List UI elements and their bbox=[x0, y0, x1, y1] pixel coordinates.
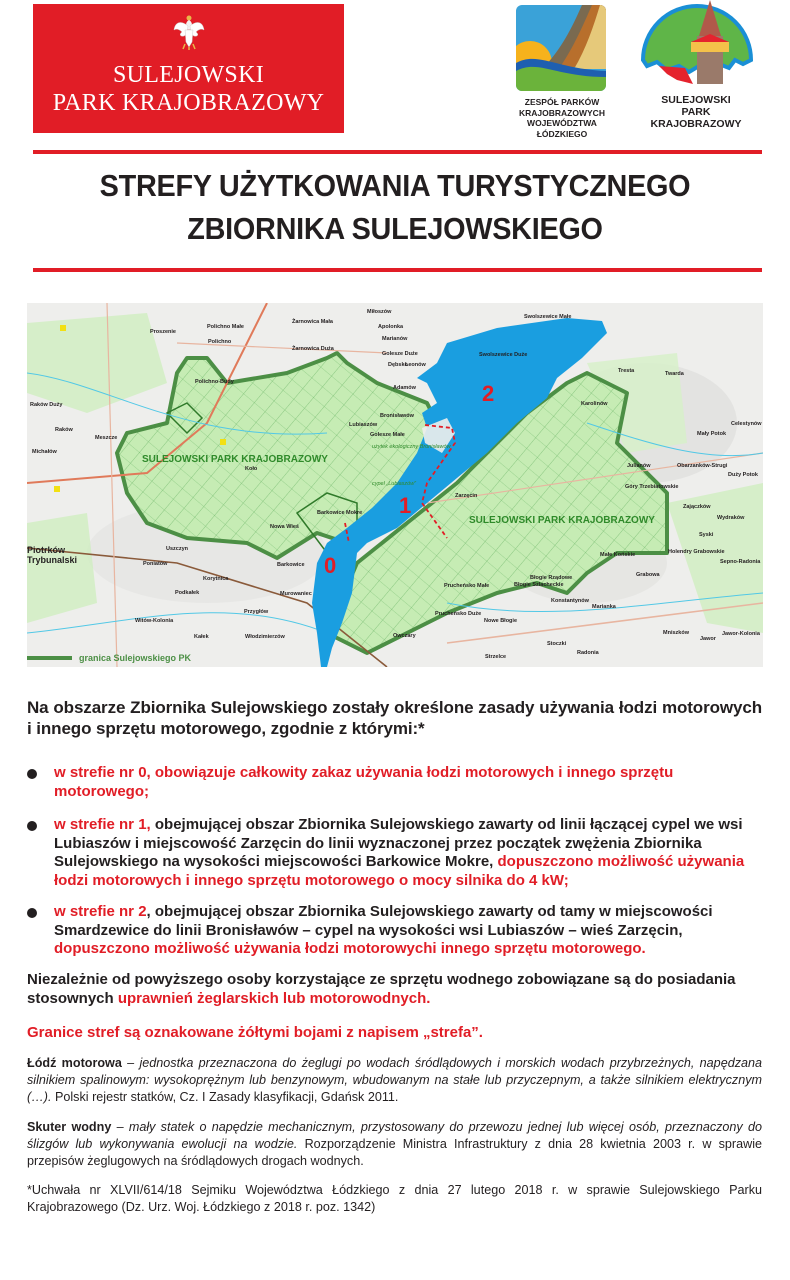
place-label: Zajączków bbox=[683, 504, 711, 510]
licence-highlight: uprawnień żeglarskich lub motorowodnych. bbox=[117, 989, 431, 1007]
place-label: Bronisławów bbox=[380, 413, 414, 419]
banner-line-2: PARK KRAJOBRAZOWY bbox=[52, 90, 325, 116]
place-label: Polichno-Budy bbox=[195, 379, 234, 385]
definition-dash: – bbox=[121, 1056, 140, 1070]
footnote: *Uchwała nr XLVII/614/18 Sejmiku Województwa Łódzkiego z dnia 27 lutego 2018 r. w sprawie Sulejowskiego Parku Krajobrazowego (Dz. Urz. Woj. Łódzkiego z 2018 r. poz. 1342) bbox=[27, 1183, 762, 1214]
place-label: Owczary bbox=[393, 633, 416, 639]
definition-term: Łódź motorowa bbox=[27, 1056, 122, 1070]
licence-paragraph bbox=[27, 971, 762, 1008]
place-label: Miłoszów bbox=[367, 309, 392, 315]
place-label: Barkowice bbox=[277, 562, 305, 568]
definition-dash: – bbox=[111, 1120, 129, 1134]
place-label: Kałek bbox=[194, 634, 209, 640]
zone-2-text bbox=[54, 903, 762, 959]
legend-label: granica Sulejowskiego PK bbox=[79, 653, 192, 663]
place-label: Grabowa bbox=[636, 572, 660, 578]
place-label: Mniszków bbox=[663, 630, 689, 636]
place-label: Małe Końskie bbox=[600, 552, 636, 558]
definition-jetski bbox=[27, 1119, 762, 1170]
place-label: Marianka bbox=[592, 604, 616, 610]
sulejowski-park-logo-caption bbox=[636, 94, 756, 130]
definition-source: Rozporządzenie Ministra Infrastruktury z dnia 28 kwietnia 2003 r. w sprawie przepisów żeglugowych na śródlądowych drogach wodnych. bbox=[27, 1137, 763, 1168]
place-label: Golesze Małe bbox=[370, 432, 405, 438]
zone-label-2: 2 bbox=[482, 381, 495, 406]
page-title-line-2: ZBIORNIKA SULEJOWSKIEGO bbox=[187, 211, 603, 246]
licence-text: Niezależnie od powyższego osoby korzystające ze sprzętu wodnego zobowiązane są do posiadania stosownych bbox=[27, 971, 736, 1007]
place-label: Lubiaszów bbox=[349, 422, 378, 428]
park-label-east: SULEJOWSKI PARK KRAJOBRAZOWY bbox=[469, 515, 655, 526]
place-label: Prucheńsko Duże bbox=[435, 611, 482, 617]
bullet-icon bbox=[27, 908, 37, 918]
place-label: Murowaniec bbox=[280, 591, 312, 597]
place-label: Swolszewice Duże bbox=[479, 352, 528, 358]
place-label: Swolszewice Małe bbox=[524, 314, 572, 320]
place-label: Syski bbox=[699, 532, 714, 538]
place-label: Obarzanków-Strugi bbox=[677, 463, 728, 469]
place-label: Strzelce bbox=[485, 654, 507, 660]
place-label: Golesze Duże bbox=[382, 351, 418, 357]
place-label: Żarnowica Mała bbox=[292, 319, 333, 325]
place-label: Karolinów bbox=[581, 401, 608, 407]
zone-label-1: 1 bbox=[399, 493, 412, 518]
place-label: Stoczki bbox=[547, 641, 567, 647]
place-label: użytek ekologiczny Bronisławów bbox=[372, 444, 451, 450]
bullet-icon bbox=[27, 769, 37, 779]
place-label: Polichno bbox=[208, 339, 232, 345]
place-label: Prucheńsko Małe bbox=[444, 583, 490, 589]
place-label: Leonów bbox=[405, 362, 426, 368]
place-label: Barkowice Mokre bbox=[317, 510, 363, 516]
zone-1-rule bbox=[27, 816, 762, 892]
place-label: Julianów bbox=[627, 463, 651, 469]
zone-1-text bbox=[54, 816, 762, 890]
place-label: Dębsko bbox=[388, 362, 408, 368]
place-label: Góry Trzebiatowskie bbox=[625, 484, 679, 490]
logo2-caption-line: KRAJOBRAZOWY bbox=[650, 118, 742, 130]
place-label: Uszczyn bbox=[166, 546, 189, 552]
zone-2-description: , obejmującej obszar Zbiornika Sulejowskiego zawarty od tamy w miejscowości Smardzewice do linii Bronisławów – cypel na wysokości wsi Lubiaszów – wieś Zarzęcin, bbox=[54, 903, 713, 939]
place-label: Celestynów bbox=[731, 421, 762, 427]
place-label: Koło bbox=[245, 466, 258, 472]
bottom-divider bbox=[33, 268, 762, 272]
landscape-parks-logo-caption bbox=[500, 97, 624, 139]
place-label: Błogie Rządowe bbox=[530, 575, 573, 581]
place-label: Duży Potok bbox=[728, 472, 758, 478]
top-divider bbox=[33, 150, 762, 154]
place-label: Sepno-Radonia bbox=[720, 559, 761, 565]
place-label: Polichno Małe bbox=[207, 324, 244, 330]
place-label: Mały Potok bbox=[697, 431, 727, 437]
bullet-icon bbox=[27, 821, 37, 831]
place-label: Zarzęcin bbox=[455, 493, 478, 499]
banner-line-1: SULEJOWSKI bbox=[113, 62, 264, 88]
place-label: Nowa Wieś bbox=[270, 524, 299, 530]
place-label: Żarnowica Duża bbox=[292, 346, 334, 352]
place-label: Apolonka bbox=[378, 324, 404, 330]
place-label: Marianów bbox=[382, 336, 408, 342]
park-name-banner bbox=[33, 4, 344, 133]
place-label: Proszenie bbox=[150, 329, 176, 335]
zone-0-rule bbox=[27, 764, 762, 804]
zone-1-description: obejmującej obszar Zbiornika Sulejowskiego zawarty od linii łączącej cypel we wsi Lubiaszów i miejscowość Zarzęcin do linii wyznaczonej przez początek zwężenia Zbiornika Sulejowskiego na wysokości miejscowości Barkowice Mokre, bbox=[54, 816, 743, 870]
place-label: Adamów bbox=[393, 385, 416, 391]
place-label: Holendry Grabowskie bbox=[668, 549, 725, 555]
place-label: Nowe Błogie bbox=[484, 618, 518, 624]
logo1-caption-line: WOJEWÓDZTWA bbox=[527, 118, 597, 128]
place-label: cypel „Lubiaszów” bbox=[372, 481, 417, 487]
sulejowski-park-logo-icon bbox=[639, 0, 754, 86]
place-label: Tresta bbox=[618, 368, 635, 374]
logo1-caption-line: ŁÓDZKIEGO bbox=[536, 128, 588, 139]
zone-1-permission: dopuszczono możliwość używania łodzi motorowych i innego sprzętu motorowego o mocy silnika do 4 kW; bbox=[54, 853, 745, 889]
place-label: Jawor-Kolonia bbox=[722, 631, 760, 637]
zone-2-rule bbox=[27, 903, 762, 961]
place-label: Raków bbox=[55, 427, 73, 433]
definition-source: Polski rejestr statków, Cz. I Zasady klasyfikacji, Gdańsk 2011. bbox=[51, 1090, 399, 1104]
logo1-caption-line: KRAJOBRAZOWYCH bbox=[519, 107, 605, 118]
buoys-notice: Granice stref są oznakowane żółtymi bojami z napisem „strefa”. bbox=[27, 1024, 483, 1041]
place-label: Radonia bbox=[577, 650, 599, 656]
polish-eagle-emblem-icon bbox=[173, 14, 205, 50]
logo2-caption-line: PARK bbox=[681, 106, 711, 118]
logo1-caption-line: ZESPÓŁ PARKÓW bbox=[524, 97, 600, 107]
zone-1-heading: w strefie nr 1, bbox=[54, 816, 151, 833]
place-label: Przygłów bbox=[244, 609, 269, 615]
definition-text: mały statek o napędzie mechanicznym, przystosowany do przewozu jednej lub więcej osób, przeznaczony do ślizgów lub wykonywania ewolucji na wodzie. bbox=[27, 1120, 762, 1151]
place-label: Poniatów bbox=[143, 561, 168, 567]
logo2-caption-line: SULEJOWSKI bbox=[661, 94, 731, 106]
place-label: Korytnica bbox=[203, 576, 229, 582]
place-label: Raków Duży bbox=[30, 402, 63, 408]
park-label-west: SULEJOWSKI PARK KRAJOBRAZOWY bbox=[142, 454, 328, 465]
city-label: Piotrków bbox=[27, 545, 66, 555]
place-label: Błogie Szlacheckie bbox=[514, 582, 564, 588]
zone-2-permission: dopuszczono możliwość używania łodzi motorowychi innego sprzętu motorowego. bbox=[54, 940, 646, 957]
place-label: Wydraków bbox=[717, 515, 745, 521]
place-label: Konstantynów bbox=[551, 598, 589, 604]
place-label: Podkałek bbox=[175, 590, 200, 596]
place-label: Jawor bbox=[700, 636, 716, 642]
zone-label-0: 0 bbox=[324, 553, 337, 578]
page-title-line-1: STREFY UŻYTKOWANIA TURYSTYCZNEGO bbox=[99, 168, 691, 203]
place-label: Włodzimierzów bbox=[245, 634, 285, 640]
zone-0-text: w strefie nr 0, obowiązuje całkowity zakaz używania łodzi motorowych i innego sprzętu motorowego; bbox=[54, 764, 674, 800]
intro-paragraph: Na obszarze Zbiornika Sulejowskiego zostały określone zasady używania łodzi motorowych i innego sprzętu motorowego, zgodnie z którymi:* bbox=[27, 698, 762, 738]
landscape-parks-logo-icon bbox=[516, 5, 606, 91]
definition-text: jednostka przeznaczona do żeglugi po wodach śródlądowych i morskich wodach przybrzeżnych, napędzana silnikiem spalinowym: wysokoprężnym lub benzynowym, wbudowanym na stałe lub przyczepnym, a także silnikiem elektrycznym (…). bbox=[27, 1056, 763, 1104]
place-label: Witów-Kolonia bbox=[135, 618, 174, 624]
place-label: Twarda bbox=[665, 371, 684, 377]
city-label: Trybunalski bbox=[27, 555, 78, 565]
definition-motorboat bbox=[27, 1055, 762, 1106]
place-label: Michałów bbox=[32, 449, 57, 455]
definition-term: Skuter wodny bbox=[27, 1120, 112, 1134]
zone-2-heading: w strefie nr 2 bbox=[54, 903, 147, 920]
place-label: Meszcze bbox=[95, 435, 118, 441]
zones-map bbox=[27, 303, 763, 667]
